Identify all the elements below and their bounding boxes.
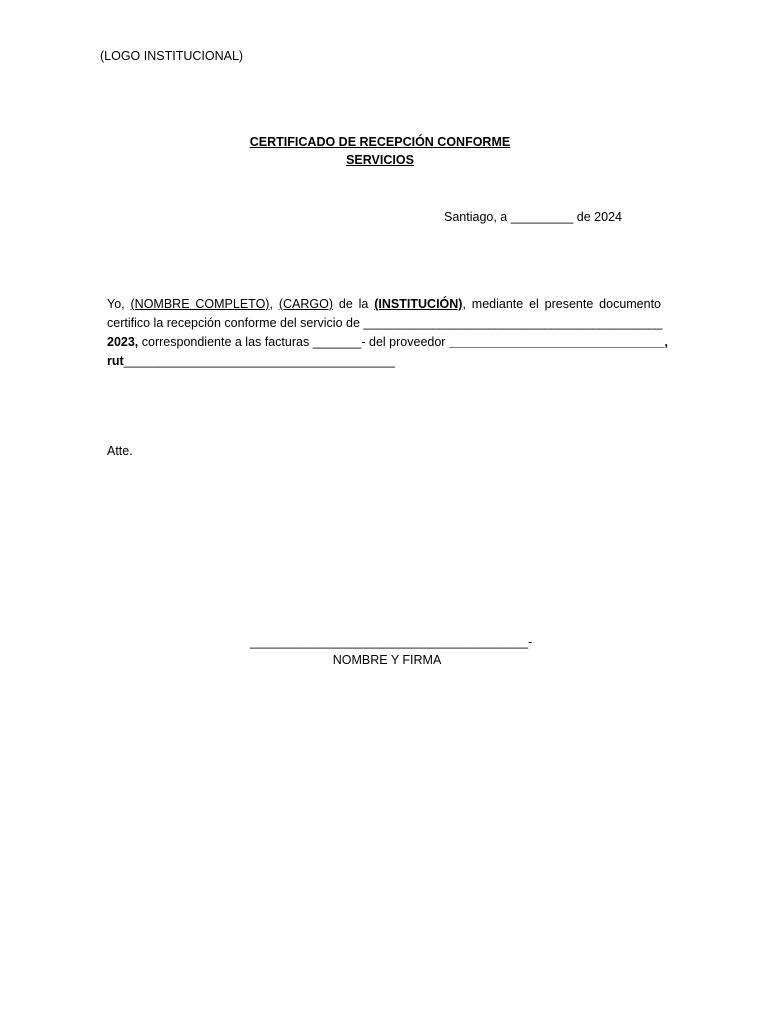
cargo-field: (CARGO) — [278, 297, 334, 311]
body-line3-text1: correspondiente a las facturas — [141, 335, 310, 349]
signature-line: ________________________________________- — [250, 635, 533, 649]
date-line — [444, 208, 622, 226]
body-yo: Yo, — [107, 297, 125, 311]
date-suffix: de 2024 — [576, 210, 622, 224]
body-de-la: de la — [338, 297, 369, 311]
body-year: 2023, — [107, 335, 139, 349]
body-comma: , — [269, 297, 273, 311]
institucion-field: (INSTITUCIÓN) — [374, 297, 463, 311]
closing-text: Atte. — [107, 444, 133, 458]
servicio-blank: ___________________________________________ — [363, 316, 663, 330]
body-line-3 — [107, 333, 668, 352]
rut-blank: _______________________________________ — [123, 354, 395, 368]
body-line-2 — [107, 314, 661, 333]
title-line-2: SERVICIOS — [346, 153, 414, 167]
facturas-blank: _______- — [312, 335, 366, 349]
signature-label: NOMBRE Y FIRMA — [332, 653, 442, 667]
body-line1-rest: , mediante el presente documento — [462, 297, 662, 311]
document-title — [0, 133, 760, 169]
body-line-4 — [107, 352, 661, 371]
logo-placeholder: (LOGO INSTITUCIONAL) — [100, 49, 244, 63]
date-blank: _________ — [510, 210, 574, 224]
body-rut: rut — [107, 354, 124, 368]
title-line-1: CERTIFICADO DE RECEPCIÓN CONFORME — [249, 135, 511, 149]
body-line3-text2: del proveedor — [369, 335, 446, 349]
certificate-body — [107, 295, 668, 371]
body-line2-text: certifico la recepción conforme del servicio de — [107, 316, 360, 330]
date-prefix: Santiago, a — [444, 210, 508, 224]
proveedor-blank: _______________________________, — [448, 335, 668, 349]
body-line-1 — [107, 295, 661, 314]
nombre-completo-field: (NOMBRE COMPLETO) — [130, 297, 270, 311]
